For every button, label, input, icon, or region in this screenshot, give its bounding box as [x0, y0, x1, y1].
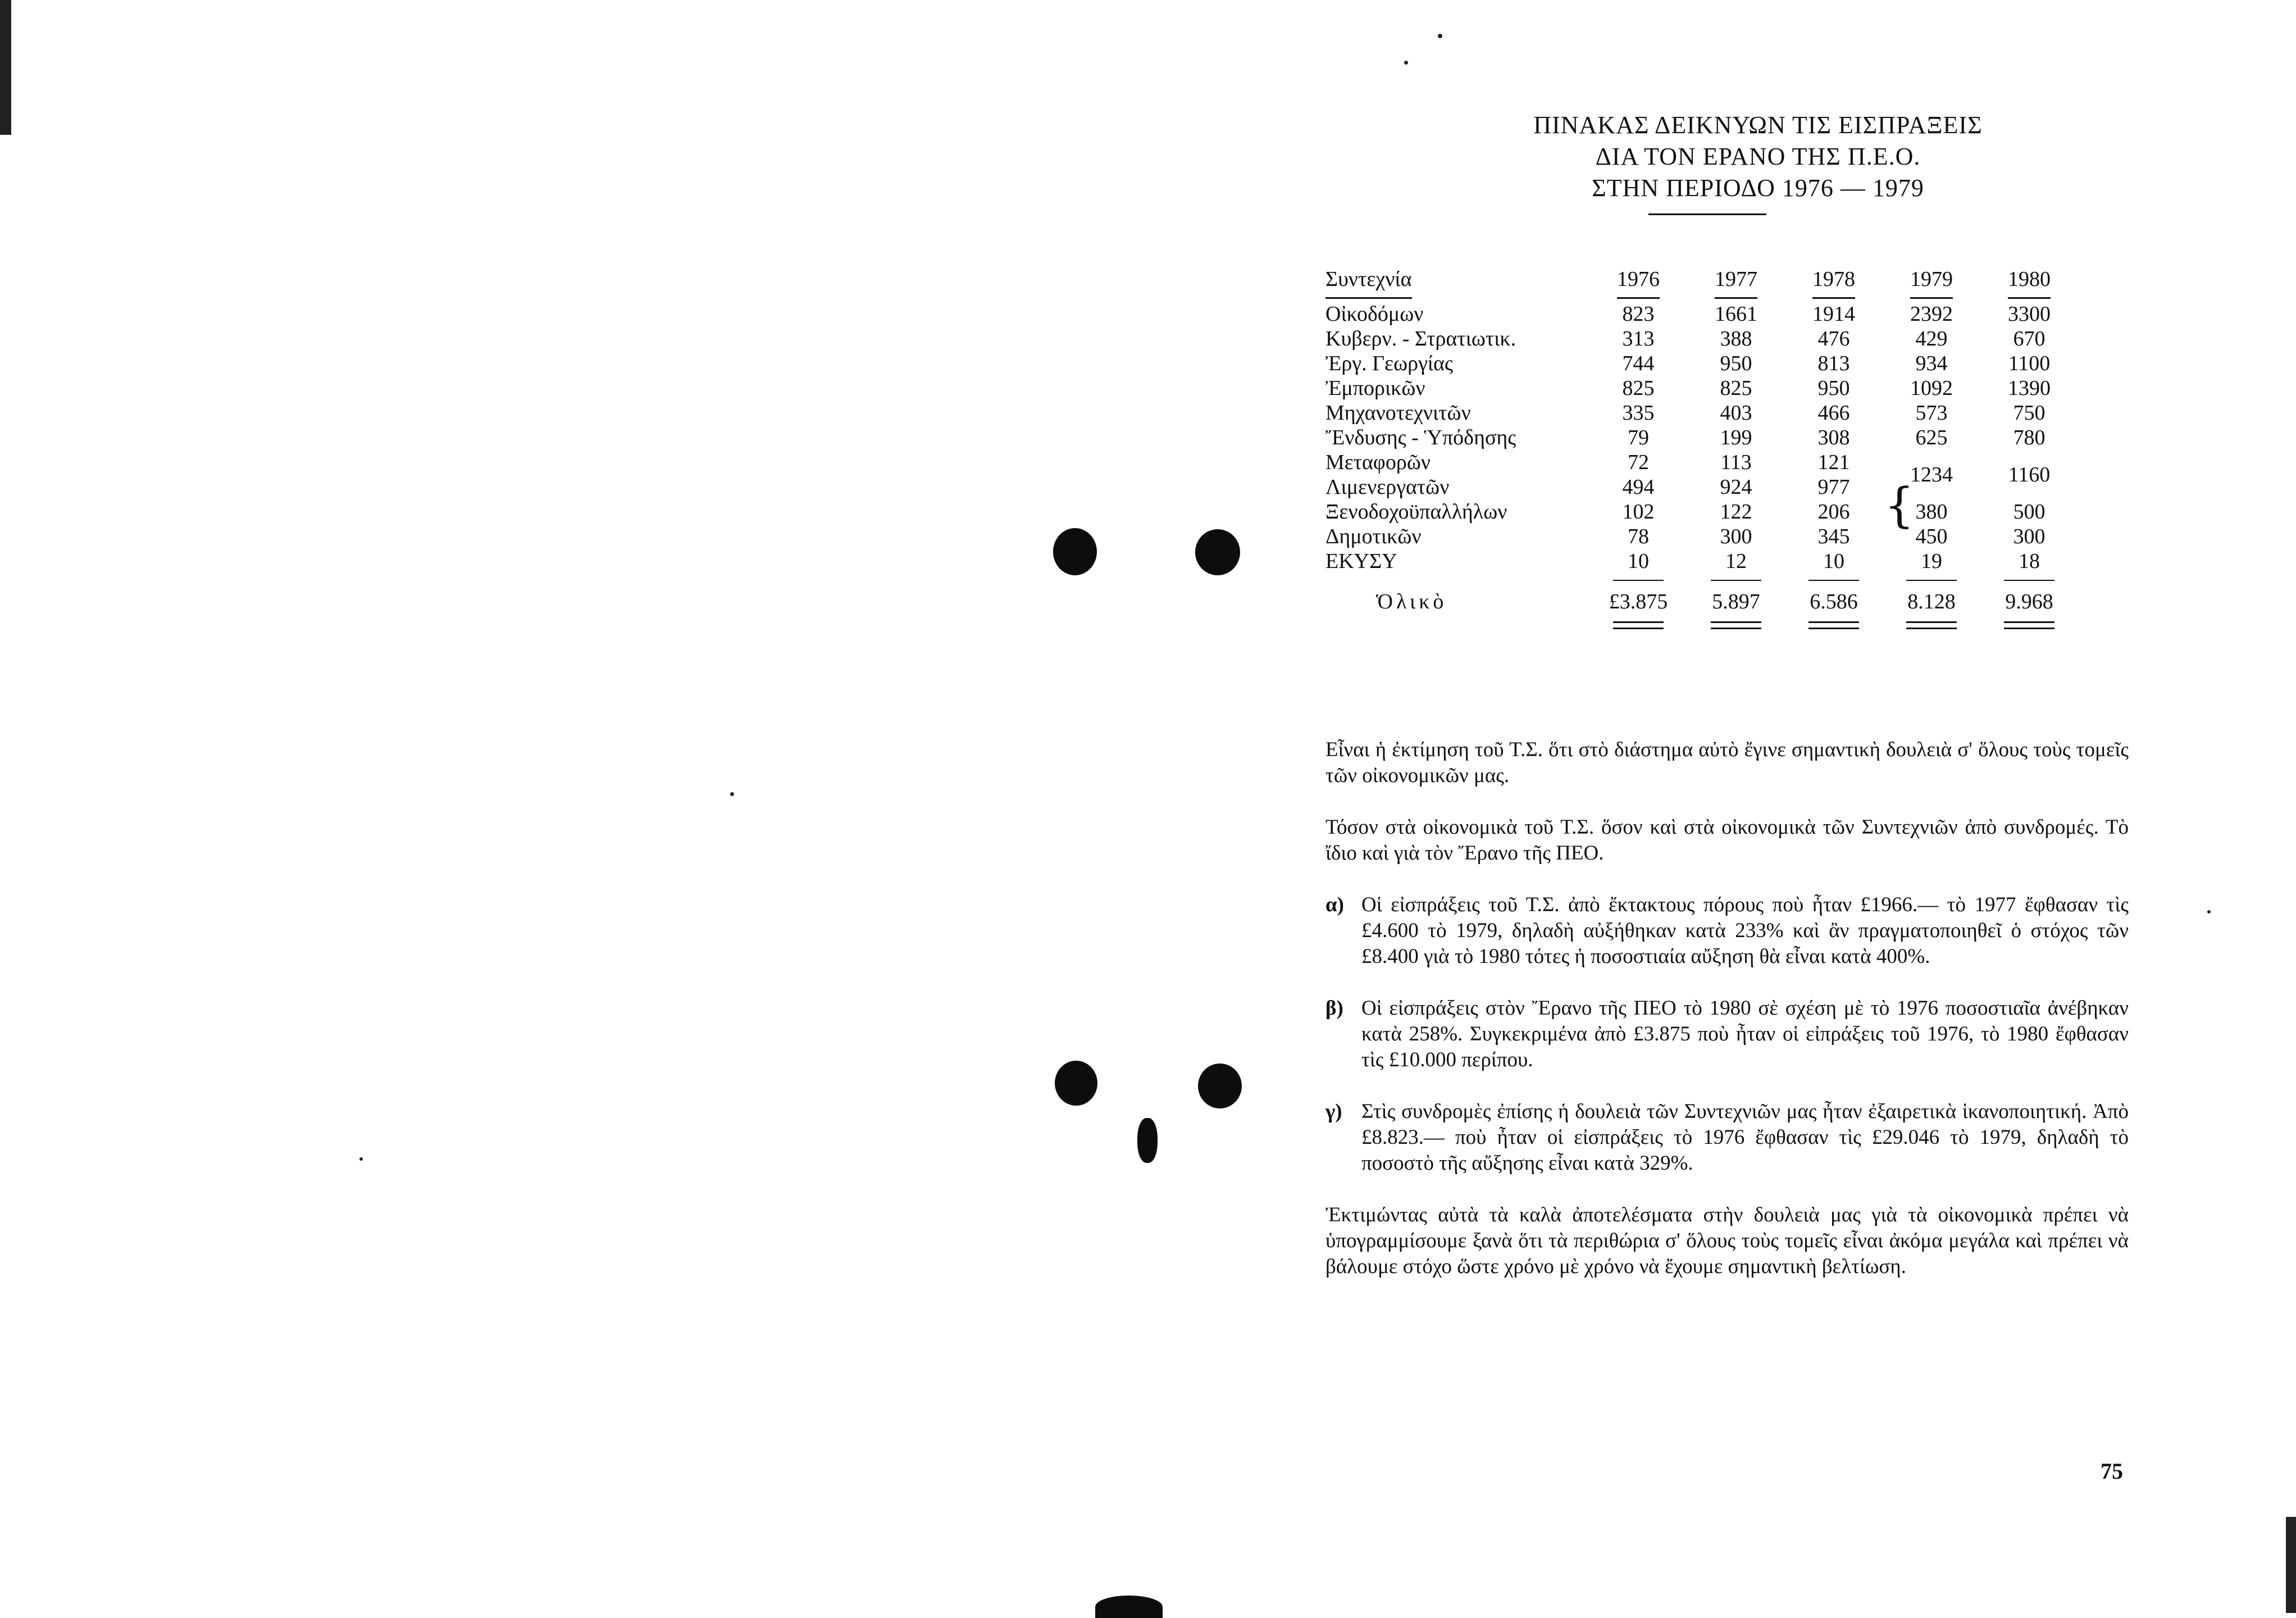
cell-value: 121: [1817, 451, 1850, 474]
cell-value: 780: [2013, 426, 2046, 449]
cell-value: 825: [1720, 376, 1752, 400]
table-row: [1325, 450, 2078, 475]
double-rule: [1808, 621, 1859, 629]
cell-value: 2392: [1910, 302, 1953, 326]
cell-value: 300: [2013, 525, 2046, 548]
document-title: [1348, 110, 2168, 204]
row-label: Κυβερν. - Στρατιωτικ.: [1325, 327, 1516, 351]
punch-hole-top-left: [1053, 528, 1097, 575]
cell-value: 1100: [2008, 352, 2051, 375]
cell-value: 313: [1622, 327, 1655, 351]
total-value: 6.586: [1810, 590, 1858, 613]
scan-speck: [2207, 910, 2211, 913]
header-year: 1978: [1812, 267, 1855, 299]
cell-value: 102: [1622, 500, 1655, 524]
row-label: Ἔνδυσης - Ὑπόδησης: [1325, 426, 1516, 449]
total-value: 5.897: [1712, 590, 1760, 613]
cell-value: 466: [1817, 401, 1850, 425]
total-row: [1325, 587, 2078, 616]
table-row: [1325, 425, 2078, 450]
header-union: Συντεχνία: [1325, 267, 1412, 299]
cell-value: 10: [1628, 549, 1649, 573]
merged-cell-value: 1160: [2008, 463, 2051, 487]
merge-brace: {: [1884, 478, 1915, 533]
cell-value: 1390: [2008, 376, 2051, 400]
cell-value: 1661: [1715, 302, 1757, 326]
list-item: [1325, 1099, 2129, 1176]
table-row: [1325, 376, 2078, 401]
item-text: Οἱ εἰσπράξεις τοῦ Τ.Σ. ἀπὸ ἔκτακτους πόρους ποὺ ἦταν £1966.— τὸ 1977 ἔφθασαν τὶς £4.600 τὸ 1979, δηλαδὴ αὐξήθηκαν κατὰ 233% καὶ ἂν πραγματοποιηθεῖ ὁ στόχος τῶν £8.400 γιὰ τὸ 1980 τότες ἡ ποσοστιαία αὔξηση θὰ εἶναι κατὰ 400%.: [1361, 893, 2129, 968]
cell-value: 345: [1817, 525, 1850, 548]
cell-value: 744: [1622, 352, 1655, 375]
paragraph: Ἐκτιμώντας αὐτὰ τὰ καλὰ ἀποτελέσματα στὴν δουλειὰ μας γιὰ τὰ οἰκονομικὰ πρέπει νὰ ὑπογραμμίσουμε ξανὰ ὅτι τὰ περιθώρια σ' ὅλους τοὺς τομεῖς εἶναι ἀκόμα μεγάλα καὶ πρέπει νὰ βάλουμε στόχο ὥστε χρόνο μὲ χρόνο νὰ ἔχουμε σημαντικὴ βελτίωση.: [1325, 1203, 2129, 1278]
cell-value: 18: [2019, 549, 2040, 573]
row-label: Ξενοδοχοϋπαλλήλων: [1325, 500, 1507, 524]
cell-value: 977: [1817, 475, 1850, 499]
paragraph: Εἶναι ἡ ἐκτίμηση τοῦ Τ.Σ. ὅτι στὸ διάστημα αὐτὸ ἔγινε σημαντικὴ δουλειὰ σ' ὅλους τοὺς τομεῖς τῶν οἰκονομικῶν μας.: [1325, 738, 2129, 787]
cell-value: 450: [1915, 525, 1948, 548]
cell-value: 72: [1628, 451, 1649, 474]
double-rule: [1711, 621, 1761, 629]
receipts-table: [1325, 267, 2078, 630]
scan-speck: [1438, 34, 1442, 38]
scan-speck: [2286, 1517, 2296, 1613]
header-year: 1979: [1910, 267, 1953, 299]
total-value: 9.968: [2005, 590, 2053, 613]
row-label: Ἐργ. Γεωργίας: [1325, 352, 1454, 375]
cell-value: 950: [1817, 376, 1850, 400]
list-item: [1325, 996, 2129, 1073]
sum-rule: [2004, 580, 2054, 581]
punch-hole-bottom-left: [1055, 1061, 1097, 1106]
row-label: ΕΚΥΣΥ: [1325, 549, 1397, 573]
cell-value: 199: [1720, 426, 1752, 449]
item-text: Στὶς συνδρομὲς ἐπίσης ἡ δουλειὰ τῶν Συντεχνιῶν μας ἦταν ἐξαιρετικὰ ἱκανοποιητική. Ἀπὸ £8.823.— ποὺ ἦταν οἱ εἰσπράξεις τὸ 1976 ἔφθασαν τὶς £29.046 τὸ 1979, δηλαδὴ τὸ ποσοστὸ τῆς αὔξησης εἶναι κατὰ 329%.: [1361, 1100, 2129, 1175]
sum-rule: [1613, 580, 1664, 581]
cell-value: 79: [1628, 426, 1649, 449]
cell-value: 476: [1817, 327, 1850, 351]
cell-value: 573: [1915, 401, 1948, 425]
table-row: [1325, 499, 2078, 524]
header-year: 1980: [2008, 267, 2051, 299]
total-value: £3.875: [1609, 590, 1668, 613]
item-text: Οἱ εἰσπράξεις στὸν Ἔρανο τῆς ΠΕΟ τὸ 1980 σὲ σχέση μὲ τὸ 1976 ποσοστιαῖα ἀνέβηκαν κατὰ 258%. Συγκεκριμένα ἀπὸ £3.875 ποὺ ἦταν οἱ εἰπράξεις τοῦ 1976, τὸ 1980 ἔφθασαν τὶς £10.000 περίπου.: [1361, 997, 2129, 1071]
cell-value: 670: [2013, 327, 2046, 351]
cell-value: 1092: [1910, 376, 1953, 400]
total-value: 8.128: [1907, 590, 1956, 613]
cell-value: 122: [1720, 500, 1752, 524]
cell-value: 823: [1622, 302, 1655, 326]
cell-value: 113: [1720, 451, 1752, 474]
sum-rule: [1711, 580, 1761, 581]
table-header-row: [1325, 267, 2078, 302]
row-label: Οἰκοδόμων: [1325, 302, 1424, 326]
cell-value: 625: [1915, 426, 1948, 449]
item-marker: β): [1325, 997, 1343, 1020]
row-label: Λιμενεργατῶν: [1325, 475, 1450, 499]
item-marker: γ): [1325, 1100, 1342, 1123]
table-row: [1325, 401, 2078, 425]
total-rule-row: [1325, 574, 2078, 587]
double-rule: [1613, 621, 1664, 629]
cell-value: 500: [2013, 500, 2046, 524]
cell-value: 300: [1720, 525, 1752, 548]
cell-value: 924: [1720, 475, 1752, 499]
paragraph: Τόσον στὰ οἰκονομικὰ τοῦ Τ.Σ. ὅσον καὶ στὰ οἰκονομικὰ τῶν Συντεχνιῶν ἀπὸ συνδρομές. Τὸ ἴδιο καὶ γιὰ τὸν Ἔρανο τῆς ΠΕΟ.: [1325, 816, 2129, 865]
scan-speck: [0, 0, 11, 135]
page-number: 75: [2101, 1458, 2123, 1484]
cell-value: 813: [1817, 352, 1850, 375]
scan-speck: [359, 1157, 363, 1161]
cell-value: 750: [2013, 401, 2046, 425]
scan-speck: [730, 792, 734, 796]
row-label: Ἐμπορικῶν: [1325, 376, 1425, 400]
total-label: Ὁλικὸ: [1376, 590, 1447, 613]
list-item: [1325, 892, 2129, 970]
item-marker: α): [1325, 893, 1344, 916]
cell-value: 380: [1915, 500, 1948, 524]
header-year: 1976: [1617, 267, 1660, 299]
table-row: [1325, 302, 2078, 326]
row-label: Μηχανοτεχνιτῶν: [1325, 401, 1471, 425]
cell-value: 825: [1622, 376, 1655, 400]
cell-value: 388: [1720, 327, 1752, 351]
title-underline: [1648, 213, 1766, 215]
cell-value: 12: [1725, 549, 1747, 573]
cell-value: 335: [1622, 401, 1655, 425]
punch-hole-bottom-right: [1198, 1063, 1242, 1108]
title-line-2: ΔΙΑ ΤΟΝ ΕΡΑΝΟ ΤΗΣ Π.Ε.Ο.: [1595, 143, 1921, 170]
double-rule: [2004, 621, 2054, 629]
punch-hole-top-right: [1195, 529, 1240, 575]
sum-rule: [1808, 580, 1859, 581]
cell-value: 10: [1823, 549, 1844, 573]
ink-blot: [1137, 1118, 1158, 1163]
cell-value: 494: [1622, 475, 1655, 499]
cell-value: 1914: [1812, 302, 1855, 326]
table-row: [1325, 326, 2078, 351]
cell-value: 308: [1817, 426, 1850, 449]
cell-value: 206: [1817, 500, 1850, 524]
cell-value: 78: [1628, 525, 1649, 548]
title-line-1: ΠΙΝΑΚΑΣ ΔΕΙΚΝΥΩΝ ΤΙΣ ΕΙΣΠΡΑΞΕΙΣ: [1533, 111, 1983, 139]
title-line-3: ΣΤΗΝ ΠΕΡΙΟΔΟ 1976 — 1979: [1592, 174, 1924, 202]
row-label: Δημοτικῶν: [1325, 525, 1422, 548]
cell-value: 934: [1915, 352, 1948, 375]
double-rule-row: [1325, 616, 2078, 630]
report-body: [1325, 737, 2129, 1306]
table-row: [1325, 549, 2078, 574]
table-row: [1325, 524, 2078, 549]
table-row: [1325, 351, 2078, 376]
cell-value: 950: [1720, 352, 1752, 375]
ink-blot: [1095, 1596, 1163, 1618]
double-rule: [1906, 621, 1957, 629]
cell-value: 403: [1720, 401, 1752, 425]
row-label: Μεταφορῶν: [1325, 451, 1431, 474]
merged-cell-value: 1234: [1910, 463, 1953, 487]
cell-value: 429: [1915, 327, 1948, 351]
sum-rule: [1906, 580, 1957, 581]
cell-value: 19: [1921, 549, 1942, 573]
cell-value: 3300: [2008, 302, 2051, 326]
header-year: 1977: [1715, 267, 1757, 299]
scan-speck: [1404, 61, 1408, 65]
